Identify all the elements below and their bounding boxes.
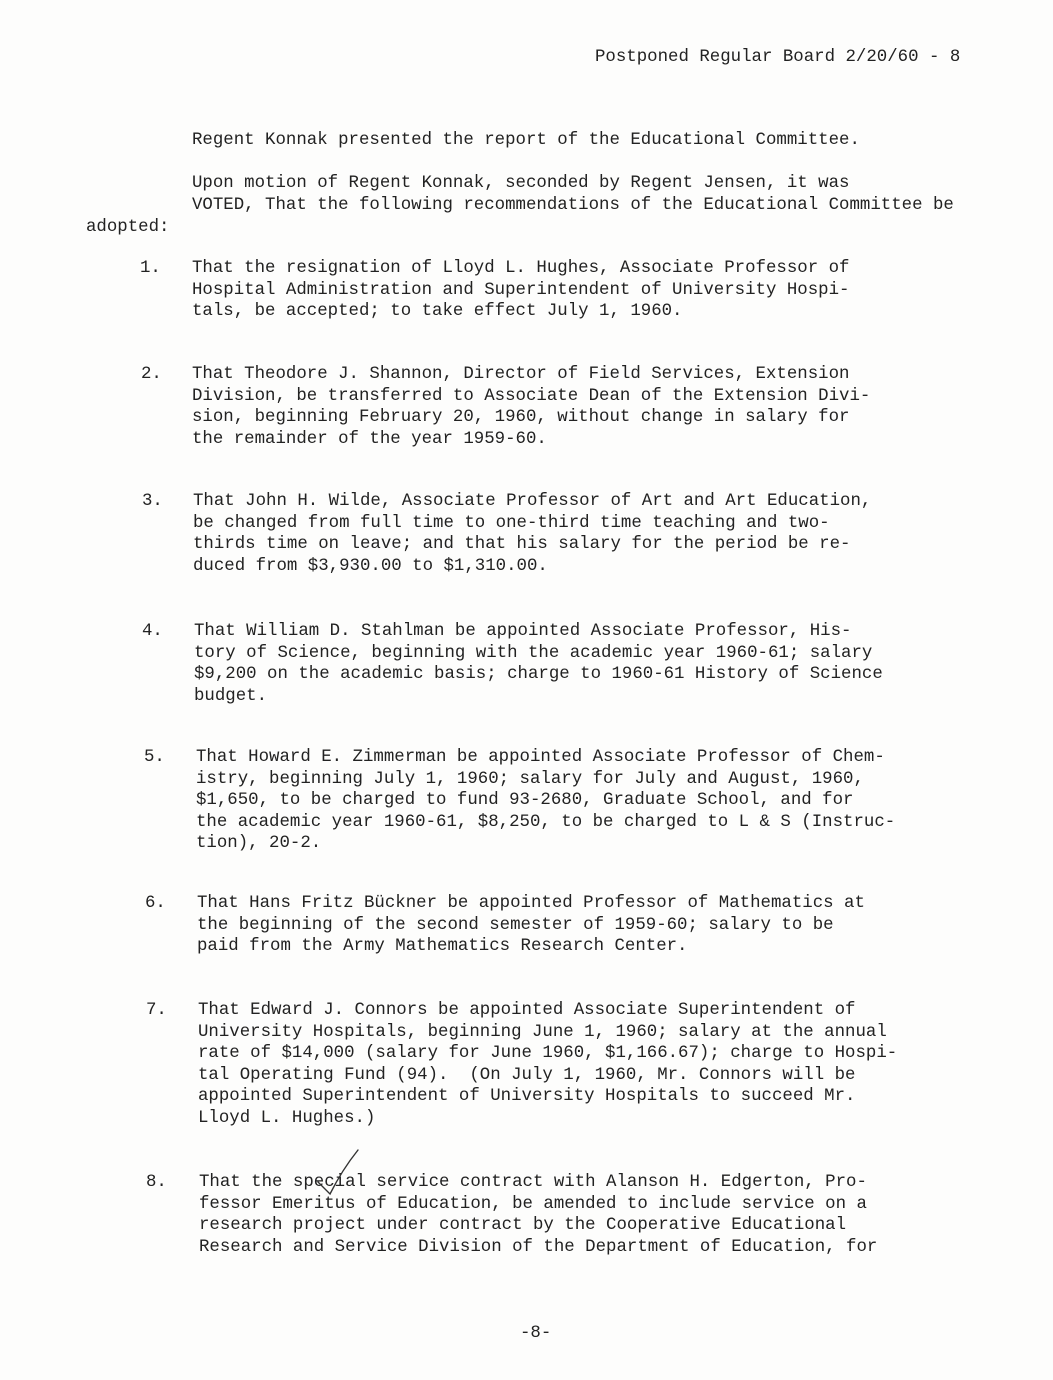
item-text [198, 1000, 897, 1129]
item-number: 2. [141, 365, 162, 384]
item-line: tals, be accepted; to take effect July 1, 1960. [192, 302, 683, 321]
item-line: tion), 20-2. [196, 834, 322, 853]
item-line: research project under contract by the Cooperative Educational [199, 1216, 847, 1235]
item-number: 3. [142, 492, 163, 511]
item-line: That Hans Fritz Bückner be appointed Professor of Mathematics at [197, 894, 865, 913]
item-line: That Howard E. Zimmerman be appointed Associate Professor of Chem- [196, 748, 885, 767]
page-header: Postponed Regular Board 2/20/60 - 8 [595, 48, 961, 67]
item-line: the remainder of the year 1959-60. [192, 429, 547, 449]
item-line: thirds time on leave; and that his salary for the period be re- [193, 535, 851, 554]
item-line: paid from the Army Mathematics Research Center. [197, 937, 688, 956]
item-line: That William D. Stahlman be appointed Associate Professor, His- [194, 622, 852, 641]
item-line: That Edward J. Connors be appointed Associate Superintendent of [198, 1001, 856, 1020]
item-number: 7. [146, 1001, 167, 1020]
intro-paragraph: Regent Konnak presented the report of the Educational Committee. [192, 131, 860, 150]
item-number: 6. [145, 894, 166, 913]
item-line: tory of Science, beginning with the academic year 1960-61; salary [194, 643, 873, 663]
item-line: fessor Emeritus of Education, be amended to include service on a [199, 1194, 867, 1214]
item-number: 4. [142, 622, 163, 641]
item-text [197, 893, 865, 958]
item-line: appointed Superintendent of University Hospitals to succeed Mr. [198, 1087, 856, 1106]
item-text [194, 621, 883, 707]
item-line: That Theodore J. Shannon, Director of Field Services, Extension [192, 365, 850, 384]
item-text [196, 747, 895, 855]
item-text [192, 258, 849, 323]
item-line: That John H. Wilde, Associate Professor of Art and Art Education, [193, 492, 872, 511]
item-line: budget. [194, 686, 268, 706]
item-number: 8. [146, 1173, 167, 1192]
item-line: Lloyd L. Hughes.) [198, 1108, 376, 1128]
item-line: the academic year 1960-61, $8,250, to be charged to L & S (Instruc- [196, 812, 896, 832]
item-line: Research and Service Division of the Department of Education, for [199, 1237, 878, 1257]
item-line: rate of $14,000 (salary for June 1960, $1,166.67); charge to Hospi- [198, 1044, 898, 1063]
item-line: Division, be transferred to Associate Dean of the Extension Divi- [192, 386, 871, 406]
item-line: $1,650, to be charged to fund 93-2680, Graduate School, and for [196, 791, 854, 810]
item-line: the beginning of the second semester of 1959-60; salary to be [197, 915, 834, 935]
item-line: duced from $3,930.00 to $1,310.00. [193, 556, 548, 576]
item-text [193, 491, 871, 577]
item-line: Hospital Administration and Superintendent of University Hospi- [192, 280, 850, 300]
motion-paragraph [192, 173, 954, 216]
item-line: University Hospitals, beginning June 1, 1960; salary at the annual [198, 1022, 887, 1042]
item-line: istry, beginning July 1, 1960; salary for July and August, 1960, [196, 769, 864, 789]
item-line: be changed from full time to one-third time teaching and two- [193, 513, 830, 533]
item-line: That the special service contract with Alanson H. Edgerton, Pro- [199, 1173, 867, 1192]
item-text [199, 1172, 877, 1258]
motion-adopted: adopted: [86, 218, 170, 237]
item-line: tal Operating Fund (94). (On July 1, 1960, Mr. Connors will be [198, 1065, 856, 1085]
item-number: 5. [144, 748, 165, 767]
item-line: That the resignation of Lloyd L. Hughes, Associate Professor of [192, 259, 850, 278]
item-line: $9,200 on the academic basis; charge to 1960-61 History of Science [194, 665, 883, 684]
item-line: sion, beginning February 20, 1960, without change in salary for [192, 408, 850, 427]
item-number: 1. [140, 259, 161, 278]
motion-line: Upon motion of Regent Konnak, seconded by Regent Jensen, it was [192, 174, 850, 193]
item-text [192, 364, 870, 450]
page-number-footer: -8- [520, 1324, 552, 1343]
motion-line: VOTED, That the following recommendations of the Educational Committee be [192, 195, 954, 215]
